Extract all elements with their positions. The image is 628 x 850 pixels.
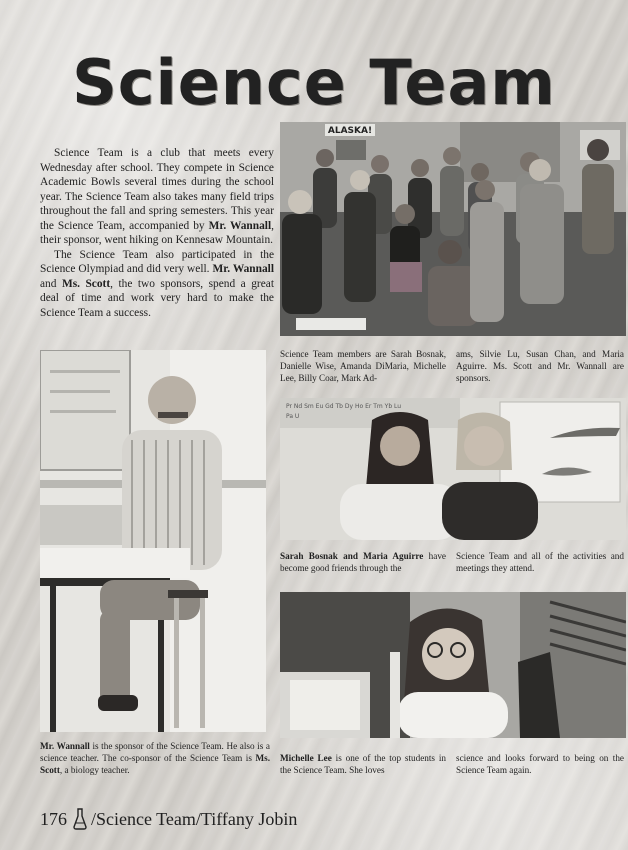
periodic-table-text-2: Pa U	[286, 413, 300, 420]
intro-text	[40, 146, 274, 320]
teacher-photo	[40, 350, 266, 732]
teacher-photo-caption: Mr. Wannall is the sponsor of the Science Team. He also is a science teacher. The co-sponsor of the Science Team is Ms. Scott, a biology teacher.	[40, 741, 270, 775]
friends-photo	[280, 398, 626, 540]
page-title: Science Team	[72, 46, 556, 119]
page-footer	[40, 806, 297, 832]
group-photo-image	[280, 122, 626, 336]
page-number: 176	[40, 808, 67, 829]
friends-caption-col-1: Sarah Bosnak and Maria Aguirre have become good friends through the	[280, 551, 446, 573]
friends-caption-col-2: Science Team and all of the activities and meetings they attend.	[456, 551, 624, 573]
group-caption-col-2: ams, Silvie Lu, Susan Chan, and Maria Aguirre. Ms. Scott and Mr. Wannall are sponsors.	[456, 349, 624, 383]
friends-photo-image	[280, 398, 626, 540]
student-caption-col-1: Michelle Lee is one of the top students in the Science Team. She loves	[280, 753, 446, 775]
teacher-photo-image	[40, 350, 266, 732]
flask-icon	[73, 808, 87, 830]
alaska-sign-text: ALASKA!	[327, 126, 373, 136]
student-caption-col-2: science and looks forward to being on the Science Team again.	[456, 753, 624, 775]
student-photo-image	[280, 592, 626, 738]
footer-credit: /Science Team/Tiffany Jobin	[91, 808, 298, 829]
periodic-table-text: Pr Nd Sm Eu Gd Tb Dy Ho Er Tm Yb Lu	[286, 403, 402, 410]
intro-paragraph-2: The Science Team also participated in the Science Olympiad and did very well. Mr. Wannall and Ms. Scott, the two sponsors, spend a great deal of time and work very hard to make the Science Team a success.	[40, 248, 275, 319]
group-photo	[280, 122, 626, 336]
student-photo	[280, 592, 626, 738]
group-caption-col-1: Science Team members are Sarah Bosnak, Danielle Wise, Amanda DiMaria, Michelle Lee, Billy Coar, Mark Ad-	[280, 349, 446, 383]
intro-paragraph-1: Science Team is a club that meets every Wednesday after school. They compete in Science Academic Bowls several times during the school year. The Science Team also takes many field trips throughout the fall and spring semesters. This year the Science Team, accompanied by Mr. Wannall, their sponsor, went hiking on Kennesaw Mountain.	[40, 147, 274, 246]
